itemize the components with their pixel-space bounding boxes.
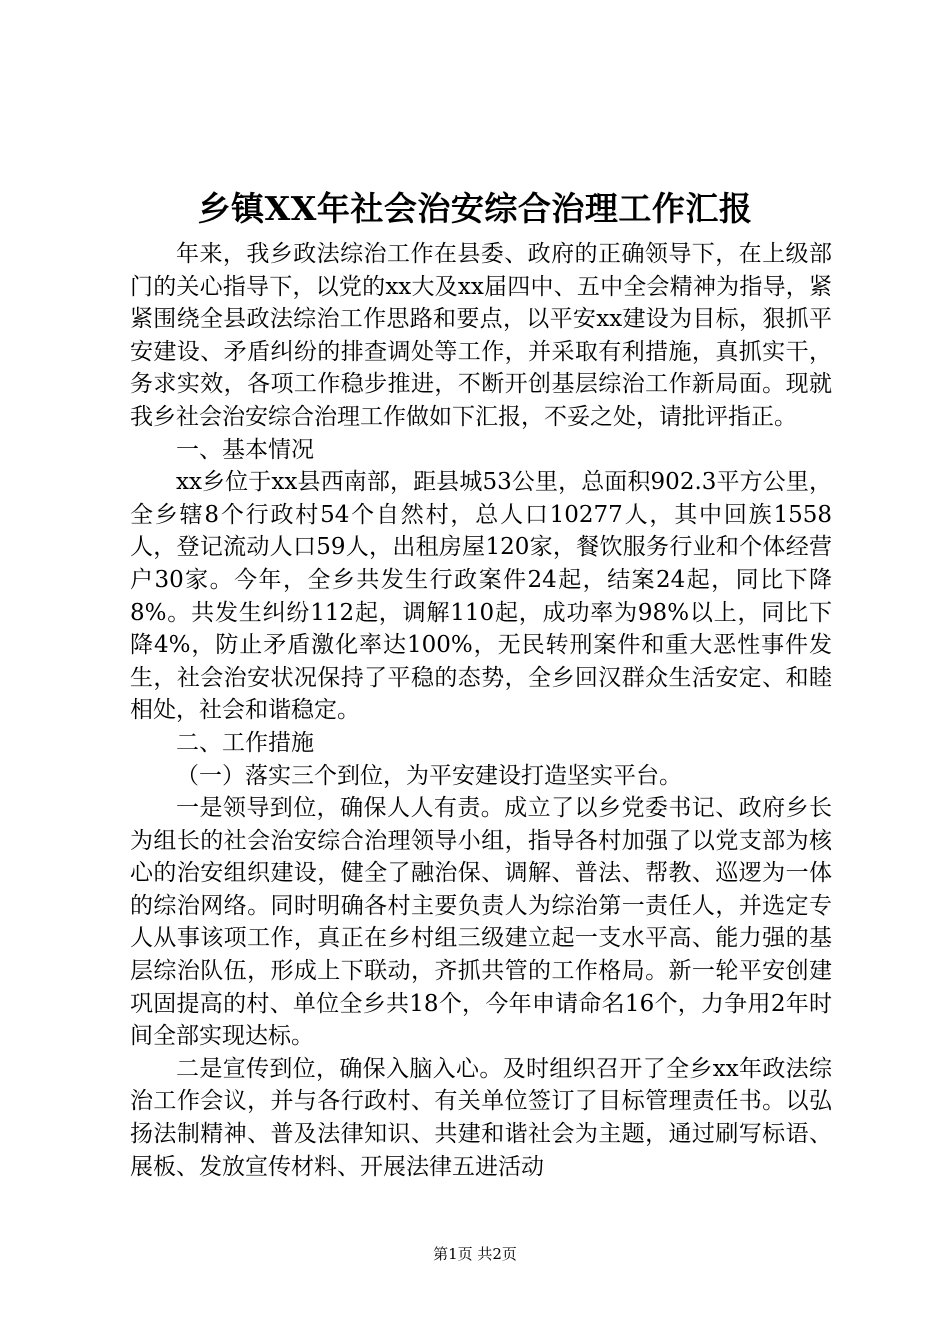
paragraph-publicity: 二是宣传到位，确保入脑入心。及时组织召开了全乡xx年政法综治工作会议，并与各行政村、有关单位签订了目标管理责任书。以弘扬法制精神、普及法律知识、共建和谐社会为主题，通过刷写标语、展板、发放宣传材料、开展法律五进活动 [130,1055,832,1180]
document-title: 乡镇XX年社会治安综合治理工作汇报 [197,189,753,228]
paragraph-basic-situation: xx乡位于xx县西南部，距县城53公里，总面积902.3平方公里，全乡辖8个行政村54个自然村，总人口10277人，其中回族1558人，登记流动人口59人，出租房屋120家，餐饮服务行业和个体经营户30家。今年，全乡共发生行政案件24起，结案24起，同比下降8%。共发生纠纷112起，调解110起，成功率为98%以上，同比下降4%，防止矛盾激化率达100%，无民转刑案件和重大恶性事件发生，社会治安状况保持了平稳的态势，全乡回汉群众生活安定、和睦相处，社会和谐稳定。 [130,469,832,724]
paragraph-leadership: 一是领导到位，确保人人有责。成立了以乡党委书记、政府乡长为组长的社会治安综合治理领导小组，指导各村加强了以党支部为核心的治安组织建设，健全了融治保、调解、普法、帮教、巡逻为一体的综治网络。同时明确各村主要负责人为综治第一责任人，并选定专人从事该项工作，真正在乡村组三级建立起一支水平高、能力强的基层综治队伍，形成上下联动，齐抓共管的工作格局。新一轮平安创建巩固提高的村、单位全乡共18个，今年申请命名16个，力争用2年时间全部实现达标。 [130,795,832,1050]
subheading-three-in-place: （一）落实三个到位，为平安建设打造坚实平台。 [176,762,682,789]
document-body [130,238,832,1183]
paragraph-intro: 年来，我乡政法综治工作在县委、政府的正确领导下，在上级部门的关心指导下，以党的xx大及xx届四中、五中全会精神为指导，紧紧围绕全县政法综治工作思路和要点，以平安xx建设为目标，狠抓平安建设、矛盾纠纷的排查调处等工作，并采取有利措施，真抓实干，务求实效，各项工作稳步推进，不断开创基层综治工作新局面。现就我乡社会治安综合治理工作做如下汇报，不妥之处，请批评指正。 [130,241,832,430]
heading-work-measures: 二、工作措施 [176,729,314,756]
page-number: 第1页 共2页 [433,1245,517,1263]
heading-basic-situation: 一、基本情况 [176,436,314,463]
